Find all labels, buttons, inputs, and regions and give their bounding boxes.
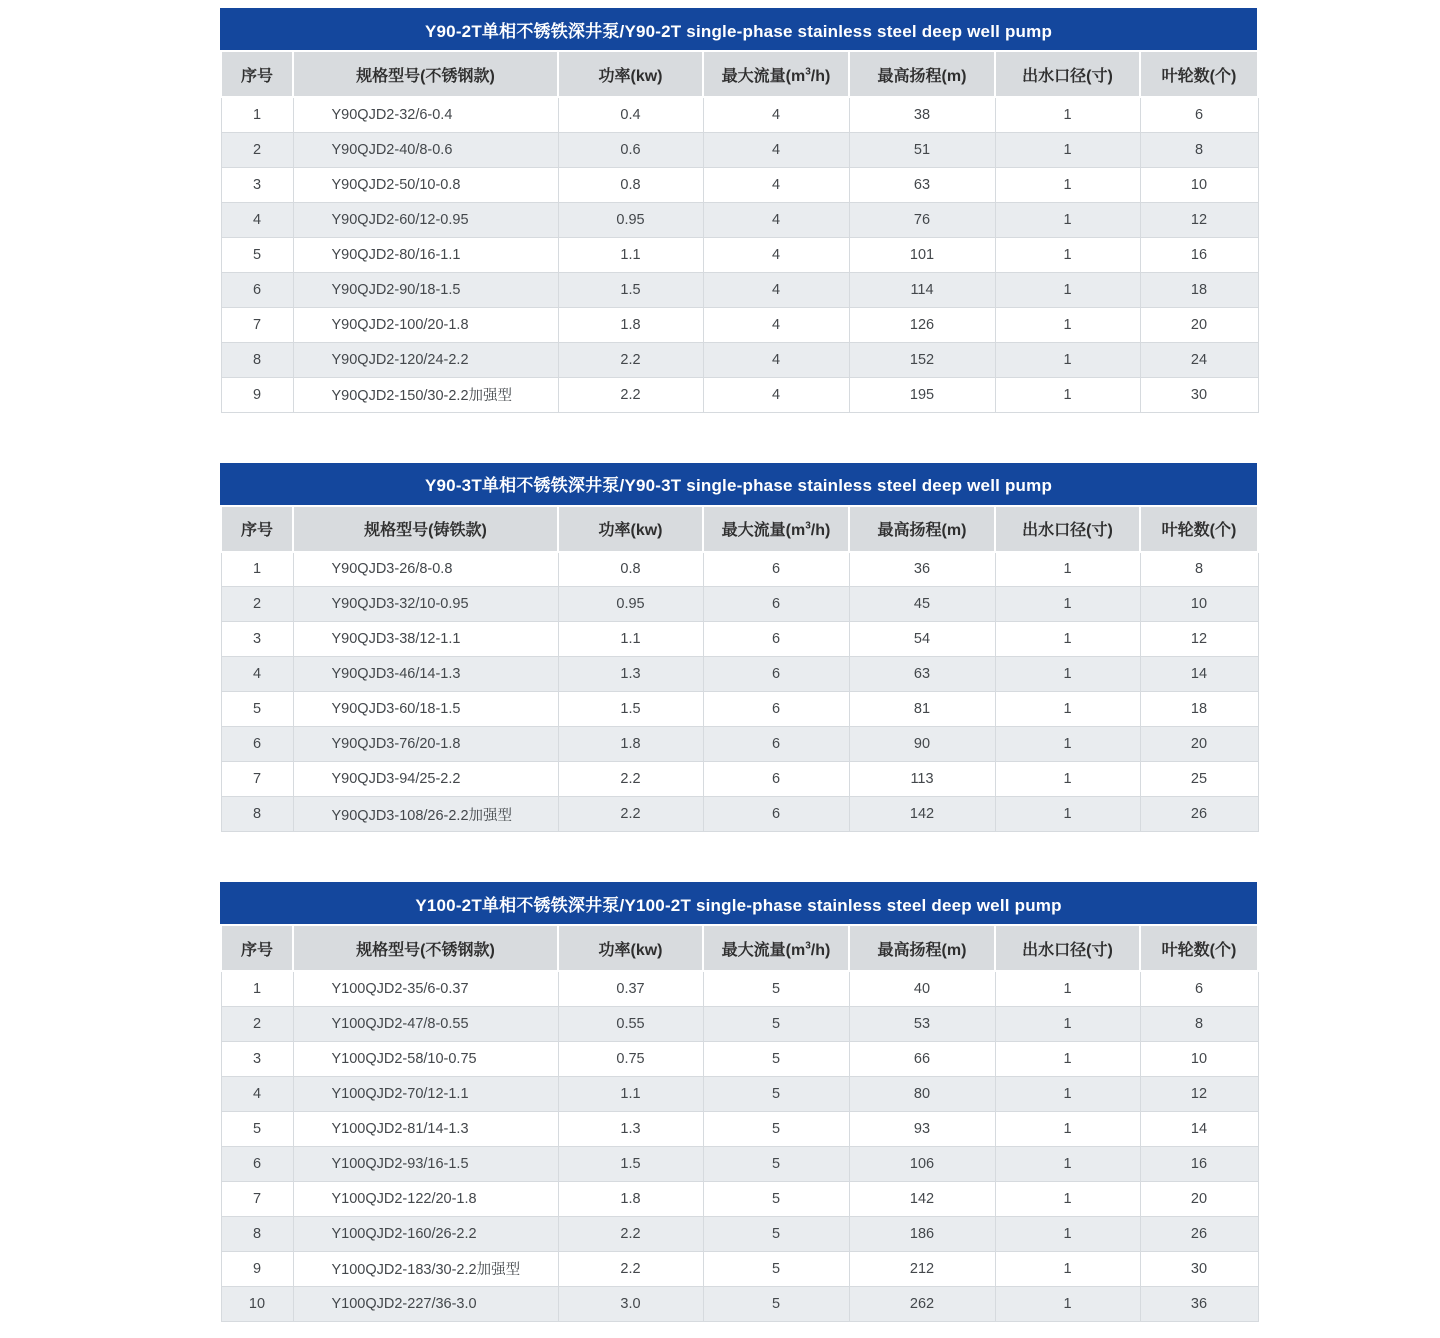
cell-impellers: 30 — [1140, 377, 1258, 412]
cell-power: 1.1 — [558, 622, 703, 657]
cell-power: 3.0 — [558, 1286, 703, 1321]
cell-head: 142 — [849, 1181, 995, 1216]
cell-index: 10 — [221, 1286, 293, 1321]
cell-model: Y90QJD2-60/12-0.95 — [293, 202, 558, 237]
cell-impellers: 24 — [1140, 342, 1258, 377]
cell-model: Y90QJD2-80/16-1.1 — [293, 237, 558, 272]
cell-model: Y90QJD3-76/20-1.8 — [293, 727, 558, 762]
cell-impellers: 10 — [1140, 587, 1258, 622]
cell-flow: 5 — [703, 1286, 849, 1321]
header-row — [221, 506, 1258, 552]
cell-model: Y100QJD2-35/6-0.37 — [293, 971, 558, 1006]
cell-index: 5 — [221, 692, 293, 727]
cell-outlet: 1 — [995, 727, 1140, 762]
table-row — [221, 587, 1258, 622]
cell-impellers: 12 — [1140, 1076, 1258, 1111]
cell-power: 1.8 — [558, 727, 703, 762]
cell-model: Y90QJD2-50/10-0.8 — [293, 167, 558, 202]
cell-power: 2.2 — [558, 762, 703, 797]
cell-head: 63 — [849, 657, 995, 692]
table-title-bar — [220, 463, 1257, 505]
cell-power: 0.8 — [558, 167, 703, 202]
column-header-impellers: 叶轮数(个) — [1140, 925, 1258, 971]
cell-head: 113 — [849, 762, 995, 797]
cell-outlet: 1 — [995, 97, 1140, 132]
cell-head: 262 — [849, 1286, 995, 1321]
cell-head: 66 — [849, 1041, 995, 1076]
cell-head: 152 — [849, 342, 995, 377]
cell-outlet: 1 — [995, 237, 1140, 272]
table-row — [221, 797, 1258, 832]
cell-flow: 6 — [703, 727, 849, 762]
cell-model: Y90QJD3-26/8-0.8 — [293, 552, 558, 587]
cell-model: Y100QJD2-122/20-1.8 — [293, 1181, 558, 1216]
cell-model: Y100QJD2-93/16-1.5 — [293, 1146, 558, 1181]
cell-impellers: 10 — [1140, 167, 1258, 202]
cell-outlet: 1 — [995, 1286, 1140, 1321]
cell-head: 90 — [849, 727, 995, 762]
cell-index: 5 — [221, 237, 293, 272]
cell-model: Y100QJD2-81/14-1.3 — [293, 1111, 558, 1146]
column-header-head: 最高扬程(m) — [849, 506, 995, 552]
cell-model: Y90QJD2-40/8-0.6 — [293, 132, 558, 167]
table-row — [221, 377, 1258, 412]
cell-index: 9 — [221, 377, 293, 412]
table-title-bar — [220, 882, 1257, 924]
cell-power: 1.3 — [558, 657, 703, 692]
table-row — [221, 1146, 1258, 1181]
cell-flow: 4 — [703, 237, 849, 272]
cell-index: 6 — [221, 272, 293, 307]
cell-model: Y100QJD2-227/36-3.0 — [293, 1286, 558, 1321]
cell-impellers: 20 — [1140, 1181, 1258, 1216]
cell-model: Y90QJD2-32/6-0.4 — [293, 97, 558, 132]
table-row — [221, 971, 1258, 1006]
cell-flow: 4 — [703, 272, 849, 307]
column-header-head: 最高扬程(m) — [849, 51, 995, 97]
column-header-index: 序号 — [221, 506, 293, 552]
cell-model: Y90QJD2-100/20-1.8 — [293, 307, 558, 342]
cell-flow: 4 — [703, 202, 849, 237]
table-row — [221, 1111, 1258, 1146]
cell-head: 54 — [849, 622, 995, 657]
cell-power: 1.5 — [558, 272, 703, 307]
cell-outlet: 1 — [995, 1111, 1140, 1146]
cell-head: 142 — [849, 797, 995, 832]
cell-index: 7 — [221, 307, 293, 342]
cell-head: 36 — [849, 552, 995, 587]
table-title-bar — [220, 8, 1257, 50]
cell-model: Y100QJD2-58/10-0.75 — [293, 1041, 558, 1076]
pump-table-section-y100-2t — [220, 882, 1257, 1322]
table-row — [221, 237, 1258, 272]
cell-flow: 4 — [703, 342, 849, 377]
cell-impellers: 25 — [1140, 762, 1258, 797]
cell-outlet: 1 — [995, 342, 1140, 377]
cell-flow: 6 — [703, 762, 849, 797]
cell-outlet: 1 — [995, 132, 1140, 167]
cell-model: Y100QJD2-160/26-2.2 — [293, 1216, 558, 1251]
cell-head: 76 — [849, 202, 995, 237]
cell-outlet: 1 — [995, 307, 1140, 342]
cell-outlet: 1 — [995, 272, 1140, 307]
cell-index: 3 — [221, 622, 293, 657]
column-header-head: 最高扬程(m) — [849, 925, 995, 971]
column-header-flow: 最大流量$(m^3/h)$ — [703, 51, 849, 97]
column-header-outlet: 出水口径(寸) — [995, 925, 1140, 971]
cell-power: 2.2 — [558, 1251, 703, 1286]
table-title-text: Y100-2T单相不锈铁深井泵/Y100-2T single-phase stainless steel deep well pump — [415, 895, 1062, 915]
cell-impellers: 18 — [1140, 272, 1258, 307]
spec-table — [220, 50, 1259, 413]
cell-power: 1.5 — [558, 692, 703, 727]
table-row — [221, 97, 1258, 132]
cell-index: 7 — [221, 762, 293, 797]
cell-flow: 6 — [703, 552, 849, 587]
cell-power: 1.3 — [558, 1111, 703, 1146]
cell-outlet: 1 — [995, 1146, 1140, 1181]
cell-flow: 6 — [703, 587, 849, 622]
cell-outlet: 1 — [995, 552, 1140, 587]
cell-outlet: 1 — [995, 657, 1140, 692]
cell-index: 4 — [221, 1076, 293, 1111]
cell-index: 1 — [221, 97, 293, 132]
cell-flow: 5 — [703, 1146, 849, 1181]
cell-impellers: 18 — [1140, 692, 1258, 727]
cell-outlet: 1 — [995, 167, 1140, 202]
cell-head: 212 — [849, 1251, 995, 1286]
cell-model: Y90QJD3-94/25-2.2 — [293, 762, 558, 797]
cell-power: 0.37 — [558, 971, 703, 1006]
cell-head: 40 — [849, 971, 995, 1006]
header-row — [221, 925, 1258, 971]
table-row — [221, 657, 1258, 692]
cell-outlet: 1 — [995, 1076, 1140, 1111]
table-row — [221, 307, 1258, 342]
cell-model: Y90QJD2-90/18-1.5 — [293, 272, 558, 307]
table-row — [221, 622, 1258, 657]
cell-impellers: 8 — [1140, 1006, 1258, 1041]
cell-flow: 5 — [703, 1216, 849, 1251]
table-row — [221, 342, 1258, 377]
cell-flow: 6 — [703, 692, 849, 727]
cell-impellers: 36 — [1140, 1286, 1258, 1321]
column-header-outlet: 出水口径(寸) — [995, 506, 1140, 552]
cell-power: 0.95 — [558, 587, 703, 622]
cell-flow: 6 — [703, 797, 849, 832]
cell-index: 8 — [221, 797, 293, 832]
table-row — [221, 202, 1258, 237]
cell-model: Y90QJD2-150/30-2.2加强型 — [293, 377, 558, 412]
column-header-impellers: 叶轮数(个) — [1140, 506, 1258, 552]
cell-index: 4 — [221, 657, 293, 692]
column-header-impellers: 叶轮数(个) — [1140, 51, 1258, 97]
table-row — [221, 1076, 1258, 1111]
table-row — [221, 132, 1258, 167]
cell-power: 1.8 — [558, 307, 703, 342]
cell-head: 106 — [849, 1146, 995, 1181]
table-row — [221, 1216, 1258, 1251]
cell-flow: 5 — [703, 971, 849, 1006]
cell-head: 126 — [849, 307, 995, 342]
cell-head: 38 — [849, 97, 995, 132]
cell-power: 2.2 — [558, 797, 703, 832]
column-header-model: 规格型号(不锈钢款) — [293, 51, 558, 97]
cell-index: 8 — [221, 342, 293, 377]
column-header-index: 序号 — [221, 51, 293, 97]
cell-flow: 6 — [703, 657, 849, 692]
cell-model: Y90QJD3-108/26-2.2加强型 — [293, 797, 558, 832]
pump-table-section-y90-2t — [220, 8, 1257, 413]
cell-power: 0.75 — [558, 1041, 703, 1076]
table-row — [221, 727, 1258, 762]
cell-head: 195 — [849, 377, 995, 412]
cell-impellers: 26 — [1140, 1216, 1258, 1251]
cell-impellers: 8 — [1140, 552, 1258, 587]
cell-head: 53 — [849, 1006, 995, 1041]
column-header-model: 规格型号(铸铁款) — [293, 506, 558, 552]
cell-power: 0.8 — [558, 552, 703, 587]
cell-model: Y90QJD3-60/18-1.5 — [293, 692, 558, 727]
cell-outlet: 1 — [995, 1216, 1140, 1251]
cell-impellers: 16 — [1140, 237, 1258, 272]
column-header-power: 功率(kw) — [558, 925, 703, 971]
table-row — [221, 1041, 1258, 1076]
cell-outlet: 1 — [995, 1006, 1140, 1041]
cell-index: 8 — [221, 1216, 293, 1251]
cell-power: 1.8 — [558, 1181, 703, 1216]
cell-head: 45 — [849, 587, 995, 622]
cell-model: Y100QJD2-70/12-1.1 — [293, 1076, 558, 1111]
cell-power: 0.4 — [558, 97, 703, 132]
cell-index: 1 — [221, 552, 293, 587]
cell-index: 5 — [221, 1111, 293, 1146]
cell-flow: 5 — [703, 1006, 849, 1041]
cell-model: Y90QJD3-46/14-1.3 — [293, 657, 558, 692]
cell-index: 2 — [221, 1006, 293, 1041]
cell-index: 1 — [221, 971, 293, 1006]
cell-flow: 5 — [703, 1111, 849, 1146]
cell-impellers: 12 — [1140, 622, 1258, 657]
cell-flow: 4 — [703, 307, 849, 342]
cell-impellers: 14 — [1140, 657, 1258, 692]
cell-head: 101 — [849, 237, 995, 272]
cell-model: Y100QJD2-183/30-2.2加强型 — [293, 1251, 558, 1286]
spec-table — [220, 505, 1259, 833]
cell-impellers: 26 — [1140, 797, 1258, 832]
cell-outlet: 1 — [995, 1251, 1140, 1286]
column-header-power: 功率(kw) — [558, 506, 703, 552]
cell-flow: 5 — [703, 1251, 849, 1286]
table-row — [221, 1181, 1258, 1216]
cell-index: 6 — [221, 1146, 293, 1181]
cell-impellers: 16 — [1140, 1146, 1258, 1181]
cell-index: 3 — [221, 1041, 293, 1076]
cell-outlet: 1 — [995, 797, 1140, 832]
cell-power: 0.95 — [558, 202, 703, 237]
cell-index: 2 — [221, 587, 293, 622]
cell-head: 93 — [849, 1111, 995, 1146]
cell-flow: 6 — [703, 622, 849, 657]
cell-impellers: 20 — [1140, 307, 1258, 342]
cell-power: 0.55 — [558, 1006, 703, 1041]
cell-outlet: 1 — [995, 1041, 1140, 1076]
table-row — [221, 552, 1258, 587]
table-row — [221, 762, 1258, 797]
cell-flow: 5 — [703, 1181, 849, 1216]
pump-table-section-y90-3t — [220, 463, 1257, 833]
column-header-model: 规格型号(不锈钢款) — [293, 925, 558, 971]
cell-flow: 4 — [703, 167, 849, 202]
column-header-power: 功率(kw) — [558, 51, 703, 97]
cell-flow: 4 — [703, 377, 849, 412]
table-row — [221, 1251, 1258, 1286]
header-row — [221, 51, 1258, 97]
cell-power: 1.5 — [558, 1146, 703, 1181]
table-row — [221, 1006, 1258, 1041]
cell-model: Y90QJD3-32/10-0.95 — [293, 587, 558, 622]
cell-outlet: 1 — [995, 622, 1140, 657]
cell-power: 2.2 — [558, 1216, 703, 1251]
cell-impellers: 10 — [1140, 1041, 1258, 1076]
cell-impellers: 12 — [1140, 202, 1258, 237]
cell-outlet: 1 — [995, 762, 1140, 797]
cell-outlet: 1 — [995, 971, 1140, 1006]
cell-outlet: 1 — [995, 587, 1140, 622]
column-header-flow: 最大流量$(m^3/h)$ — [703, 506, 849, 552]
cell-impellers: 20 — [1140, 727, 1258, 762]
cell-head: 81 — [849, 692, 995, 727]
cell-head: 114 — [849, 272, 995, 307]
cell-flow: 5 — [703, 1076, 849, 1111]
cell-flow: 5 — [703, 1041, 849, 1076]
cell-impellers: 6 — [1140, 971, 1258, 1006]
cell-power: 1.1 — [558, 1076, 703, 1111]
cell-head: 51 — [849, 132, 995, 167]
cell-index: 4 — [221, 202, 293, 237]
cell-impellers: 6 — [1140, 97, 1258, 132]
cell-flow: 4 — [703, 132, 849, 167]
cell-index: 2 — [221, 132, 293, 167]
cell-head: 186 — [849, 1216, 995, 1251]
table-row — [221, 272, 1258, 307]
column-header-index: 序号 — [221, 925, 293, 971]
cell-outlet: 1 — [995, 1181, 1140, 1216]
spec-table — [220, 924, 1259, 1322]
cell-power: 0.6 — [558, 132, 703, 167]
table-row — [221, 167, 1258, 202]
cell-power: 2.2 — [558, 377, 703, 412]
cell-impellers: 8 — [1140, 132, 1258, 167]
table-title-text: Y90-3T单相不锈铁深井泵/Y90-3T single-phase stainless steel deep well pump — [424, 476, 1053, 495]
cell-outlet: 1 — [995, 202, 1140, 237]
cell-index: 6 — [221, 727, 293, 762]
cell-outlet: 1 — [995, 377, 1140, 412]
cell-head: 63 — [849, 167, 995, 202]
cell-impellers: 30 — [1140, 1251, 1258, 1286]
table-title-text: Y90-2T单相不锈铁深井泵/Y90-2T single-phase stainless steel deep well pump — [424, 21, 1053, 41]
cell-index: 3 — [221, 167, 293, 202]
table-row — [221, 692, 1258, 727]
cell-index: 9 — [221, 1251, 293, 1286]
cell-flow: 4 — [703, 97, 849, 132]
cell-power: 1.1 — [558, 237, 703, 272]
column-header-outlet: 出水口径(寸) — [995, 51, 1140, 97]
column-header-flow: 最大流量$(m^3/h)$ — [703, 925, 849, 971]
cell-head: 80 — [849, 1076, 995, 1111]
cell-model: Y90QJD3-38/12-1.1 — [293, 622, 558, 657]
cell-power: 2.2 — [558, 342, 703, 377]
cell-index: 7 — [221, 1181, 293, 1216]
table-row — [221, 1286, 1258, 1321]
cell-model: Y90QJD2-120/24-2.2 — [293, 342, 558, 377]
cell-impellers: 14 — [1140, 1111, 1258, 1146]
cell-outlet: 1 — [995, 692, 1140, 727]
cell-model: Y100QJD2-47/8-0.55 — [293, 1006, 558, 1041]
